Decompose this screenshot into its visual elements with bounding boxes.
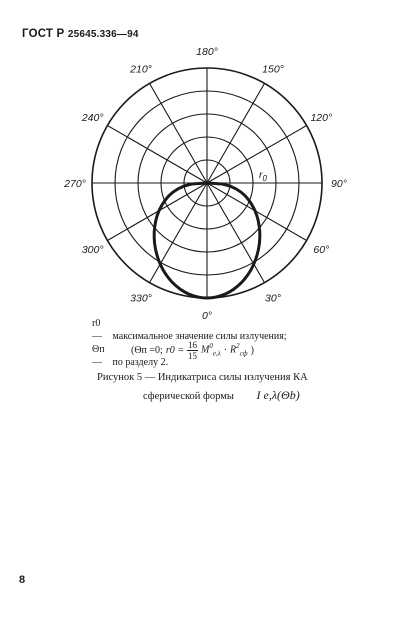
angle-label: 120° [310,112,333,124]
formula-r-term [230,342,248,357]
angle-label: 270° [64,178,86,190]
formula-m-sup: 0 [209,342,213,351]
formula-open: (Θп =0; [131,344,163,356]
formula-m: M [200,344,210,356]
formula-r: R [230,344,237,356]
angle-label: 60° [313,244,330,256]
angle-label: 330° [130,292,152,305]
formula-close: ) [250,344,254,356]
grid-radial-line [150,183,208,283]
legend-symbol-r0: r0 — [92,318,102,342]
angle-label: 180° [196,46,218,58]
formula-fraction [187,340,198,361]
header-prefix: ГОСТ Р [22,28,65,40]
formula-numerator: 16 [187,339,197,350]
angle-label: 300° [81,244,104,256]
legend-text-r0: максимальное значение силы излучения; [112,331,287,342]
radius-label-r0: $r_0$ [259,169,267,183]
figure-caption: Рисунок 5 — Индикатриса силы излучения КА [97,372,308,383]
formula-m-sub: e,λ [212,349,221,358]
angle-label: 0° [201,310,213,322]
header-standard-number: 25645.336—94 [67,29,139,40]
grid-radial-line [207,126,307,184]
grid-radial-line [207,183,265,283]
formula-r0: r0 = [165,344,184,356]
formula [131,336,254,364]
formula-denominator: 15 [187,350,197,361]
angle-label: 30° [265,292,281,305]
legend-text-theta: по разделу 2. [112,357,169,368]
figure-caption-text: сферической формы [143,391,234,402]
formula-r-sup: 2 [236,342,240,351]
grid-radial-line [107,126,207,184]
angle-label: 240° [81,112,104,124]
figure-caption-function: I e,λ(Θb) [256,388,300,402]
radius-label-subscript: 0 [262,174,267,183]
formula-m-term [201,342,221,357]
grid-radial-line [207,83,265,183]
formula-r-sub: сф [239,349,248,358]
page-number: 8 [19,574,26,586]
figure-caption-line2 [143,388,300,403]
angle-label: 90° [331,178,347,190]
grid-radial-line [150,83,208,183]
legend-symbol-theta: Θп— [92,344,105,368]
formula-dot: · [223,344,228,356]
angle-label: 210° [130,63,152,76]
angle-label: 150° [262,63,284,76]
